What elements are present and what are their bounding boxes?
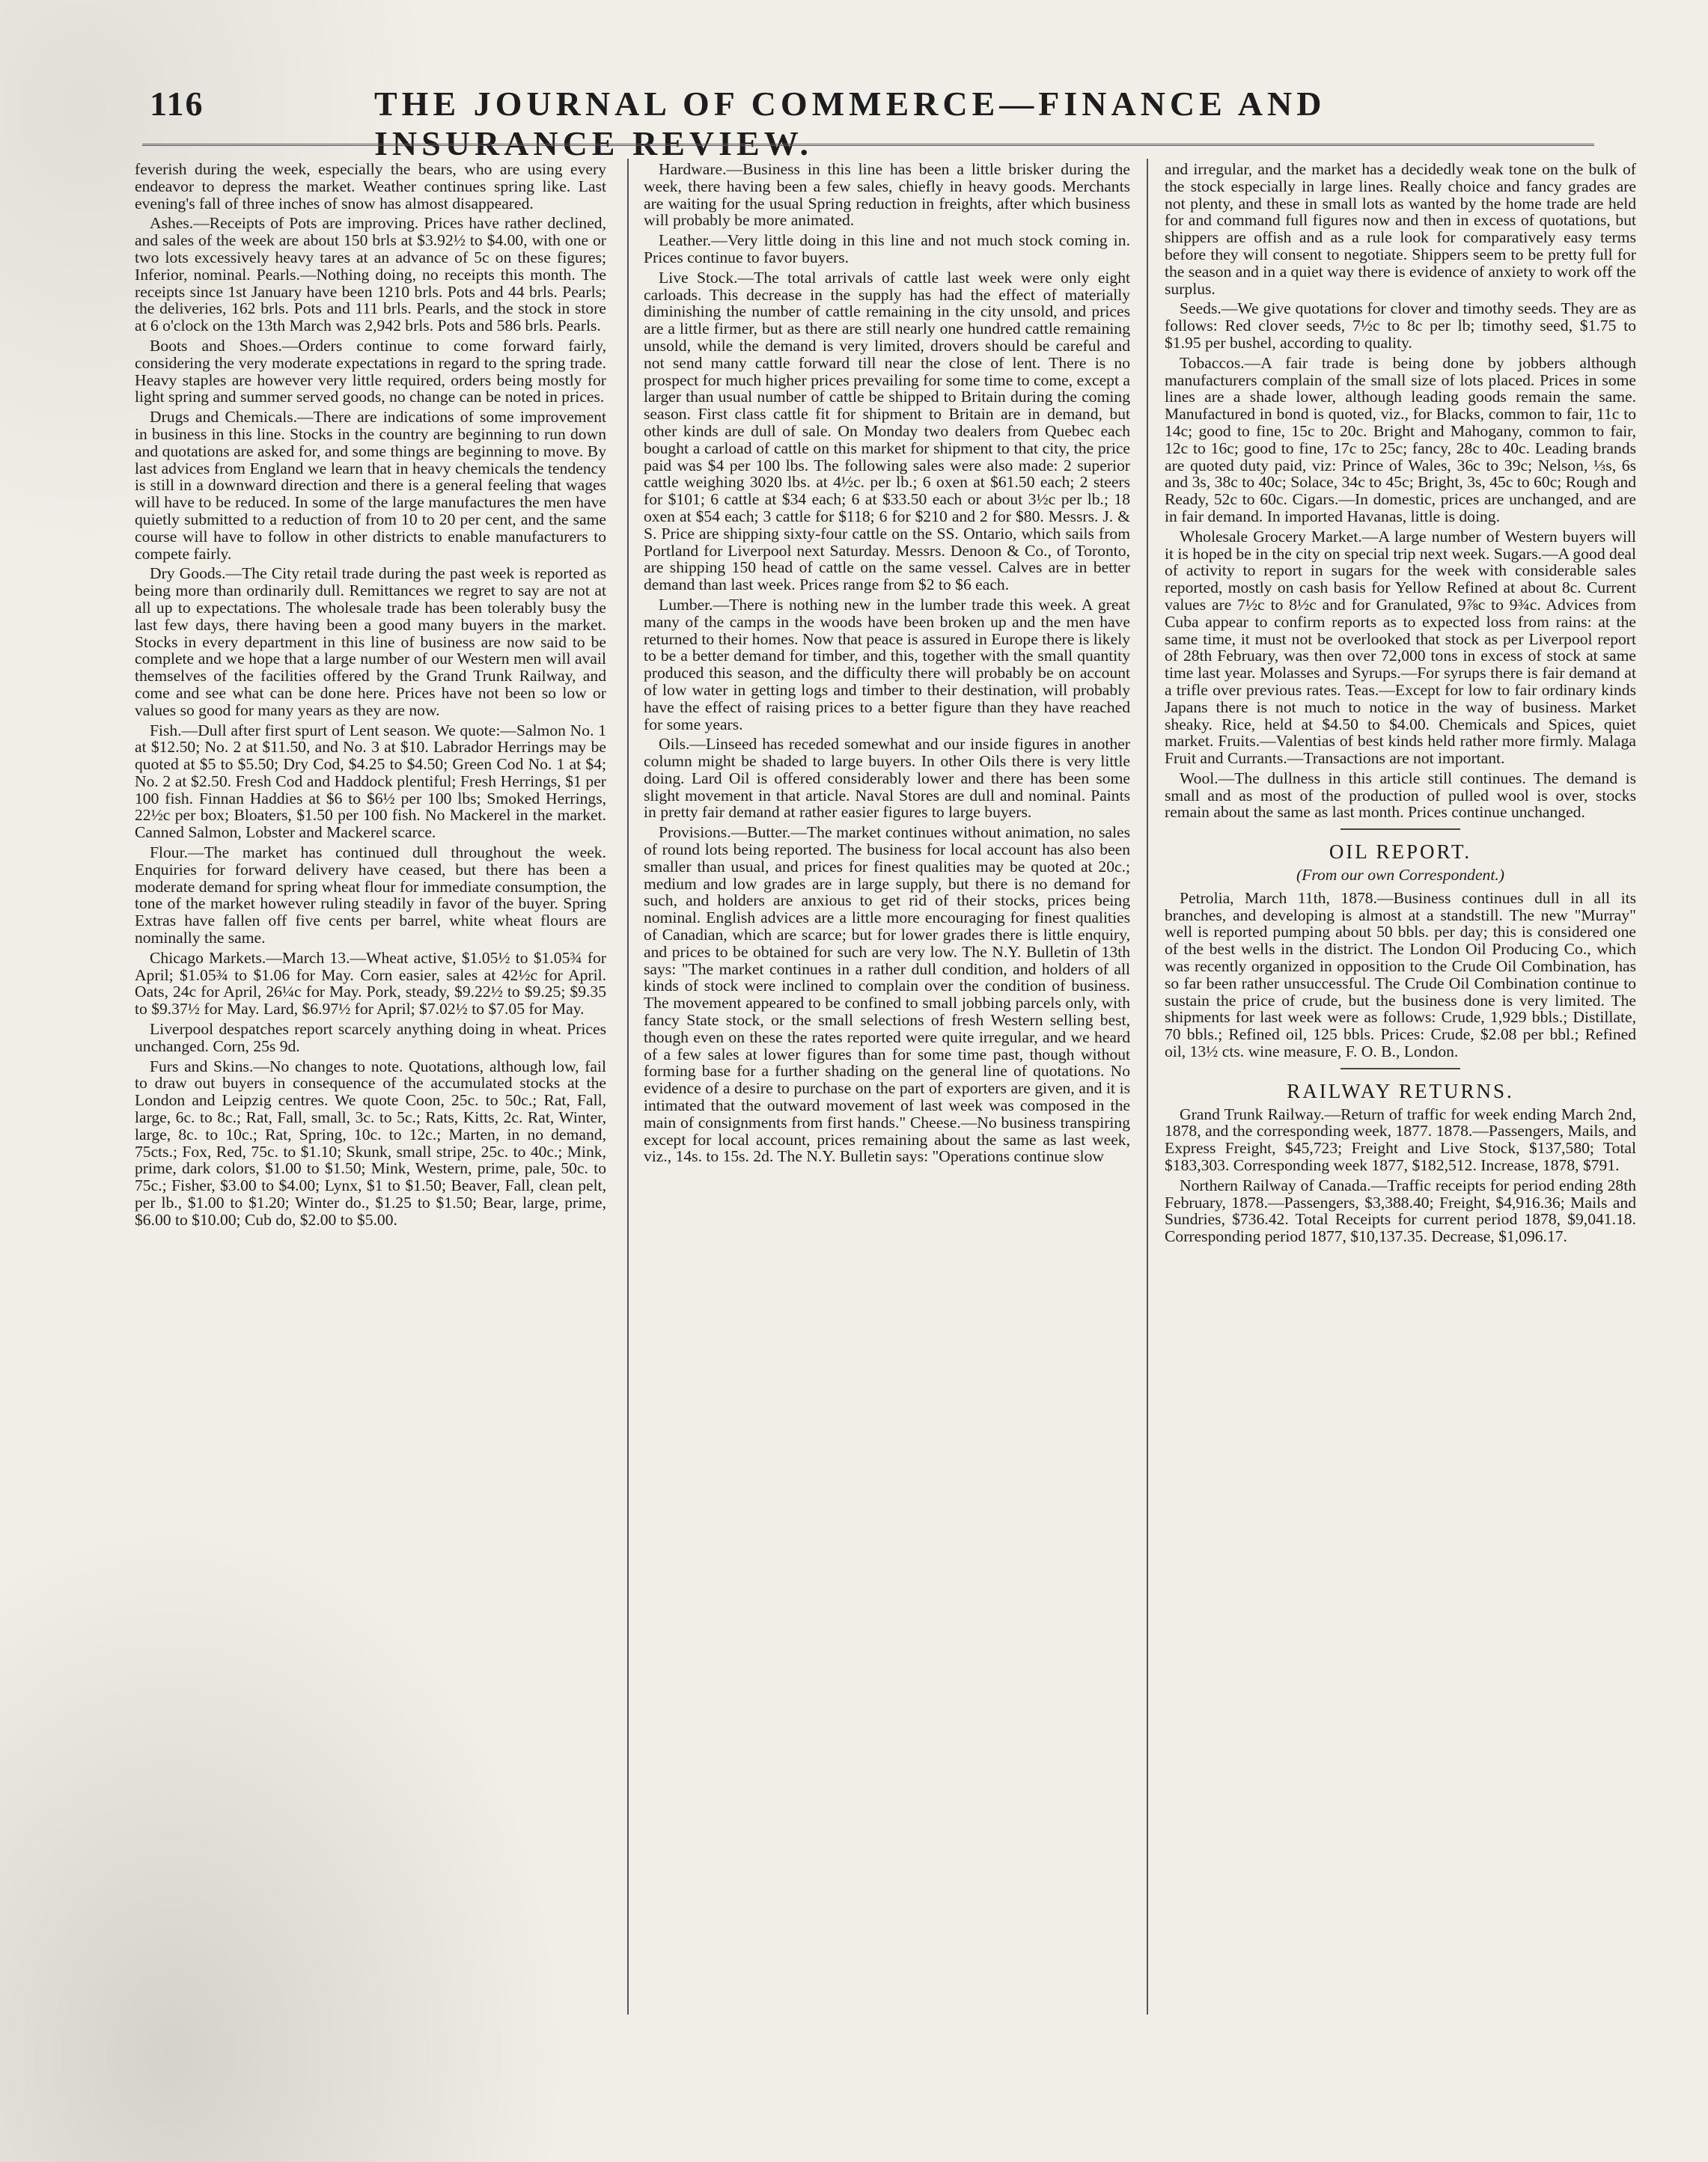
column-divider xyxy=(627,159,629,2015)
column-3 xyxy=(1165,161,1636,1248)
paragraph-tobaccos: Tobaccos.—A fair trade is being done by jobbers although manufacturers complain of the small size of lots placed. Prices in some lines are a shade lower, although leading goods remain the same. Manufactured in bond is quoted, viz., for Blacks, common to fair, 11c to 14c; good to fine, 15c to 20c. Bright and Mahogany, common to fair, 12c to 16c; good to fine, 17c to 25c; fancy, 28c to 40c. Leading brands are quoted duty paid, viz: Prince of Wales, 36c to 39c; Nelson, ⅓s, 6s and 3s, 38c to 40c; Solace, 34c to 45c; Bright, 3s, 45c to 60c; Rough and Ready, 52c to 60c. Cigars.—In domestic, prices are unchanged, and are in fair demand. In imported Havanas, little is doing. xyxy=(1165,353,1636,525)
paragraph-leather: Leather.—Very little doing in this line and not much stock coming in. Prices continue to favor buyers. xyxy=(644,231,1130,266)
paragraph-grand-trunk: Grand Trunk Railway.—Return of traffic for week ending March 2nd, 1878, and the corresponding week, 1877. 1878.—Passengers, Mails, and Express Freight, $45,723; Freight and Live Stock, $137,580; Total $183,303. Corresponding week 1877, $182,512. Increase, 1878, $791. xyxy=(1165,1105,1636,1175)
paragraph-boots-and-shoes: Boots and Shoes.—Orders continue to come forward fairly, considering the very moderate expectations in regard to the spring trade. Heavy staples are however very little required, orders being mostly for light spring and summer served goods, no change can be noted in prices. xyxy=(135,336,606,406)
column-2 xyxy=(644,161,1130,1168)
section-rule xyxy=(1341,828,1460,830)
column-1 xyxy=(135,161,606,1232)
paragraph: feverish during the week, especially the bears, who are using every endeavor to depress the market. Weather continues spring like. Last evening's fall of three inches of snow has almost disappeared. xyxy=(135,160,606,213)
paragraph-wholesale-grocery: Wholesale Grocery Market.—A large number of Western buyers will it is hoped be in the city on special trip next week. Sugars.—A good deal of activity to report in sugars for the week with considerable sales reported, mostly on cash basis for Yellow Refined at about 8c. Current values are 7½c to 8½c and for Granulated, 9⅞c to 9¾c. Advices from Cuba appear to confirm reports as to expected loss from rains: at the same time, it must not be overlooked that stock as per Liverpool report of 28th February, was then over 72,000 tons in excess of stock at same time last year. Molasses and Syrups.—For syrups there is fair demand at a trifle over previous rates. Teas.—Except for low to fair ordinary kinds Japans there is not much to notice in the way of business. Market sheaky. Rice, held at $4.50 to $4.00. Chemicals and Spices, quiet market. Fruits.—Valentias of best kinds held rather more firmly. Malaga Fruit and Currants.—Transactions are not important. xyxy=(1165,527,1636,768)
paragraph-live-stock: Live Stock.—The total arrivals of cattle last week were only eight carloads. This decrease in the supply has had the effect of materially diminishing the number of cattle remaining in the city unsold, and prices are a little firmer, but as there are still nearly one hundred cattle remaining unsold, while the demand is very limited, drovers should be careful and not send many cattle forward till near the close of lent. There is no prospect for much higher prices prevailing for some time to come, except a larger than usual number of cattle be shipped to Britain during the coming season. First class cattle fit for shipment to Britain are in demand, but other kinds are dull of sale. On Monday two dealers from Quebec each bought a carload of cattle on this market for shipment to that city, the price paid was $4 per 100 lbs. The following sales were also made: 2 superior cattle weighing 3020 lbs. at 4½c. per lb.; 6 oxen at $61.50 each; 2 steers for $101; 6 cattle at $34 each; 6 at $33.50 each or about 3½c per lb.; 18 oxen at $54 each; 3 cattle for $118; 6 for $210 and 2 for $80. Messrs. J. & S. Price are shipping sixty-four cattle on the SS. Ontario, which sails from Portland for Liverpool next Saturday. Messrs. Denoon & Co., of Toronto, are shipping 150 head of cattle on the same vessel. Calves are in better demand than last week. Prices range from $2 to $6 each. xyxy=(644,268,1130,594)
paragraph-lumber: Lumber.—There is nothing new in the lumber trade this week. A great many of the camps in the woods have been broken up and the men have returned to their homes. Now that peace is assured in Europe there is likely to be a better demand for timber, and this, together with the small quantity produced this season, and the difficulty there will probably be on account of low water in getting logs and timber to their destination, will probably have the effect of raising prices to a better figure than they have reached for some years. xyxy=(644,595,1130,733)
paragraph-liverpool: Liverpool despatches report scarcely anything doing in wheat. Prices unchanged. Corn, 25s 9d. xyxy=(135,1020,606,1055)
paragraph-ashes: Ashes.—Receipts of Pots are improving. Prices have rather declined, and sales of the week are about 150 brls at $3.92½ to $4.00, with one or two lots excessively heavy tares at an advance of 5c on these figures; Inferior, nominal. Pearls.—Nothing doing, no receipts this month. The receipts since 1st January have been 1210 brls. Pots and 44 brls. Pearls; the deliveries, 162 brls. Pots and 111 brls. Pearls, and the stock in store at 6 o'clock on the 13th March was 2,942 brls. Pots and 586 brls. Pearls. xyxy=(135,214,606,335)
paragraph-dry-goods: Dry Goods.—The City retail trade during the past week is reported as being more than ordinarily dull. Remittances we regret to say are not at all up to expectations. The wholesale trade has been tolerably busy the last few days, there having been a good many buyers in the market. Stocks in every department in this line of business are now said to be complete and we hope that a large number of our Western men will avail themselves of the facilities offered by the Grand Trunk Railway, and come and see what can be done here. Prices have not been so low or values so good for many years as they are now. xyxy=(135,564,606,719)
paragraph-drugs-and-chemicals: Drugs and Chemicals.—There are indications of some improvement in business in this line. Stocks in the country are beginning to run down and quotations are asked for, and some things are beginning to move. By last advices from England we learn that in heavy chemicals the tendency is still in a downward direction and there is a general feeling that wages will have to be reduced. In some of the large manufactures the men have quietly submitted to a reduction of from 10 to 20 per cent, and the same course will have to follow in other districts to enable manufacturers to compete fairly. xyxy=(135,408,606,563)
paragraph-hardware: Hardware.—Business in this line has been a little brisker during the week, there having been a few sales, chiefly in heavy goods. Merchants are waiting for the usual Spring reduction in freights, after which business will probably be more animated. xyxy=(644,160,1130,230)
oil-report-heading: OIL REPORT. xyxy=(1329,840,1472,864)
paragraph-petrolia: Petrolia, March 11th, 1878.—Business continues dull in all its branches, and developing is almost at a standstill. The new "Murray" well is reported pumping about 50 bbls. per day; this is considered one of the best wells in the district. The London Oil Producing Co., which was recently organized in opposition to the Crude Oil Combination, has so far been rather unsuccessful. The Crude Oil Combination continue to sustain the price of crude, but the business done is very limited. The shipments for last week were as follows: Crude, 1,929 bbls.; Distillate, 70 bbls.; Refined oil, 125 bbls. Prices: Crude, $2.08 per bbl.; Refined oil, 13½ cts. wine measure, F. O. B., London. xyxy=(1165,888,1636,1061)
paragraph-furs-and-skins: Furs and Skins.—No changes to note. Quotations, although low, fail to draw out buyers in consequence of the accumulated stocks at the London and Leipzig centres. We quote Coon, 25c. to 50c.; Rat, Fall, large, 6c. to 8c.; Rat, Fall, small, 3c. to 5c.; Rats, Kitts, 2c. Rat, Winter, large, 8c. to 10c.; Rat, Spring, 10c. to 12c.; Marten, in no demand, 75cts.; Fox, Red, 75c. to $1.10; Skunk, small stripe, 25c. to 40c.; Mink, prime, dark colors, $1.00 to $1.50; Mink, Western, prime, pale, 50c. to 75c.; Fisher, $3.00 to $4.00; Lynx, $1 to $1.50; Beaver, Fall, clean pelt, per lb., $1.00 to $1.20; Winter do., $1.25 to $1.50; Bear, large, prime, $6.00 to $10.00; Cub do, $2.00 to $5.00. xyxy=(135,1057,606,1229)
column-divider xyxy=(1147,159,1148,2015)
header-rule xyxy=(142,144,1594,146)
page-number: 116 xyxy=(150,85,204,123)
oil-report-subheading: (From our own Correspondent.) xyxy=(1296,866,1504,885)
paragraph-wool: Wool.—The dullness in this article still continues. The demand is small and as most of the production of pulled wool is over, stocks remain about the same as last month. Prices continue unchanged. xyxy=(1165,769,1636,822)
paragraph-seeds: Seeds.—We give quotations for clover and timothy seeds. They are as follows: Red clover seeds, 7½c to 8c per lb; timothy seed, $1.75 to $1.95 per bushel, according to quality. xyxy=(1165,299,1636,352)
paragraph: and irregular, and the market has a decidedly weak tone on the bulk of the stock especially in large lines. Really choice and fancy grades are not plenty, and these in small lots as wanted by the home trade are held for and command full figures now and then in excess of quotations, but shippers are offish and as a rule look for comparatively easy terms before they will consent to negotiate. Shippers seem to be pretty full for the season and in a quiet way there is evidence of anxiety to work off the surplus. xyxy=(1165,160,1636,298)
paragraph-provisions: Provisions.—Butter.—The market continues without animation, no sales of round lots being reported. The business for local account has also been smaller than usual, and prices for finest qualities may be quoted at 20c.; medium and low grades are in large supply, but there is no demand for such, and holders are anxious to get rid of their stocks, prices being nominal. English advices are a little more encouraging for finest qualities of Canadian, which are scarce; but for lower grades there is little enquiry, and prices to be obtained for such are very low. The N.Y. Bulletin of 13th says: "The market continues in a rather dull condition, and holders of all kinds of stock were inclined to complain over the condition of business. The movement appeared to be confined to small jobbing parcels only, with fancy State stock, or the small selections of fresh Western selling best, though even on these the rates reported were quite irregular, and we heard of a few sales at lower figures than for some time past, though without forming base for a further shading on the general line of quotations. No evidence of a desire to purchase on the part of exporters are given, and it is intimated that the outward movement of last week was composed in the main of consignments from first hands." Cheese.—No business transpiring except for local account, prices remaining about the same as last week, viz., 14s. to 15s. 2d. The N.Y. Bulletin says: "Operations continue slow xyxy=(644,823,1130,1166)
paragraph-northern-railway: Northern Railway of Canada.—Traffic receipts for period ending 28th February, 1878.—Passengers, $3,388.40; Freight, $4,916.36; Mails and Sundries, $736.42. Total Receipts for current period 1878, $9,041.18. Corresponding period 1877, $10,137.35. Decrease, $1,096.17. xyxy=(1165,1176,1636,1246)
journal-title: THE JOURNAL OF COMMERCE—FINANCE AND INSURANCE REVIEW. xyxy=(374,85,1326,162)
section-rule xyxy=(1341,1068,1460,1069)
paragraph-fish: Fish.—Dull after first spurt of Lent season. We quote:—Salmon No. 1 at $12.50; No. 2 at $11.50, and No. 3 at $10. Labrador Herrings may be quoted at $5 to $5.50; Dry Cod, $4.25 to $4.50; Green Cod No. 1 at $4; No. 2 at $2.50. Fresh Cod and Haddock plentiful; Fresh Herrings, $1 per 100 fish. Finnan Haddies at $6 to $6½ per 100 lbs; Smoked Herrings, 22½c per box; Bloaters, $1.50 per 100 fish. No Mackerel in the market. Canned Salmon, Lobster and Mackerel scarce. xyxy=(135,721,606,842)
railway-returns-heading: RAILWAY RETURNS. xyxy=(1287,1079,1514,1102)
page-header xyxy=(150,84,1579,162)
paragraph-flour: Flour.—The market has continued dull throughout the week. Enquiries for forward delivery have ceased, but there has been a moderate demand for spring wheat flour for immediate consumption, the tone of the market however ruling steadily in favor of the buyer. Spring Extras have fallen off five cents per barrel, white wheat flours are nominally the same. xyxy=(135,843,606,947)
paragraph-chicago-markets: Chicago Markets.—March 13.—Wheat active, $1.05½ to $1.05¾ for April; $1.05¾ to $1.06 for May. Corn easier, sales at 42½c for April. Oats, 24c for April, 26¼c for May. Pork, steady, $9.22½ to $9.25; $9.35 to $9.37½ for May. Lard, $6.97½ for April; $7.02½ to $7.05 for May. xyxy=(135,948,606,1019)
paragraph-oils: Oils.—Linseed has receded somewhat and our inside figures in another column might be shaded to large buyers. In other Oils there is very little doing. Lard Oil is offered considerably lower and there has been some slight movement in that article. Naval Stores are dull and nominal. Paints in pretty fair demand at rather easier figures to large buyers. xyxy=(644,735,1130,822)
